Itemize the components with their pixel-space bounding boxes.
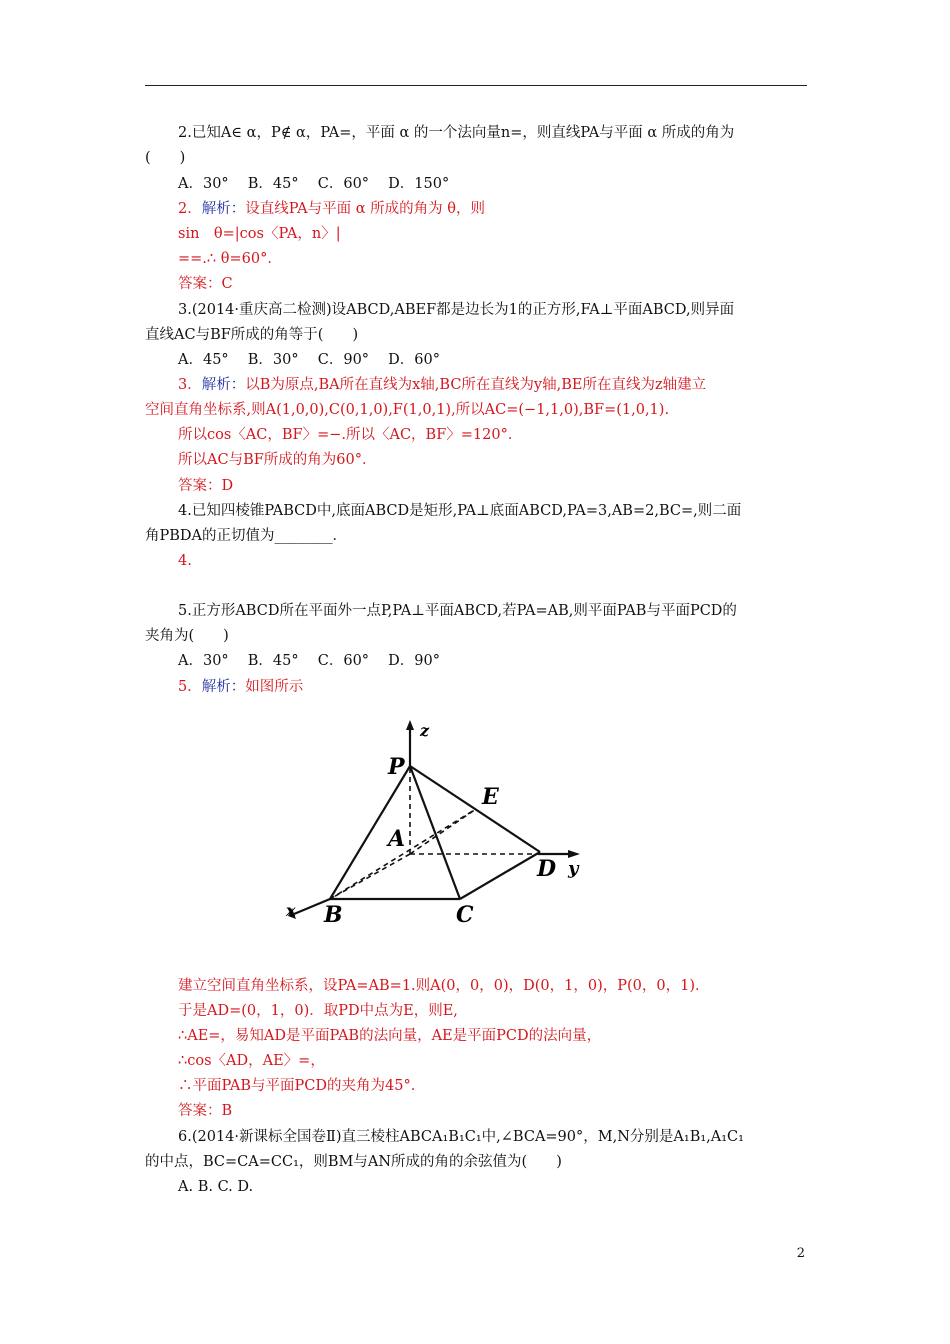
q2-stem-line1: 2.已知A∈ α，P∉ α，PA=，平面 α 的一个法向量n=，则直线PA与平面 α 所成的角为 xyxy=(178,125,735,141)
q3-answer: 答案：D xyxy=(178,478,234,494)
q2-choices: A．30° B．45° C．60° D．150° xyxy=(178,176,450,192)
q3-solution-line2: 空间直角坐标系,则A(1,0,0),C(0,1,0),F(1,0,1),所以AC=(−1,1,0),BF=(1,0,1). xyxy=(145,402,670,418)
q5-stem-line2: 夹角为( ) xyxy=(145,628,229,644)
label-D: D xyxy=(537,856,557,882)
label-P: P xyxy=(388,754,405,780)
q5-stem-line1: 5.正方形ABCD所在平面外一点P,PA⊥平面ABCD,若PA=AB,则平面PAB与平面PCD的 xyxy=(178,603,737,619)
label-A: A xyxy=(388,826,406,852)
q3-choices: A．45° B．30° C．90° D．60° xyxy=(178,352,440,368)
label-x: x xyxy=(286,901,296,920)
label-E: E xyxy=(482,784,499,810)
q3-solution-number: 3． xyxy=(178,377,202,393)
q5-solution-line4: ∴AE=，易知AD是平面PAB的法向量，AE是平面PCD的法向量， xyxy=(178,1028,602,1044)
edge-CD xyxy=(460,852,540,899)
q2-solution-number: 2． xyxy=(178,201,202,217)
q5-answer: 答案：B xyxy=(178,1103,233,1119)
segment-AE-dashed xyxy=(410,809,476,854)
q5-solution-line3: 于是AD=(0，1，0)．取PD中点为E，则E, xyxy=(178,1003,458,1019)
y-axis-arrow xyxy=(568,850,580,858)
page-number: 2 xyxy=(796,1246,805,1261)
q2-solution-line1: 2．解析：设直线PA与平面 α 所成的角为 θ，则 xyxy=(178,201,485,217)
q3-solution-line3: 所以cos〈AC，BF〉=−.所以〈AC，BF〉=120°． xyxy=(178,427,523,443)
q2-solution-line2: sin θ=|cos〈PA，n〉| xyxy=(178,226,341,242)
edge-PD xyxy=(410,766,540,852)
q5-solution-number: 5． xyxy=(178,679,202,695)
q3-solution-label: 解析： xyxy=(201,377,246,393)
label-y: y xyxy=(568,858,579,879)
q4-stem-line2: 角PBDA的正切值为________． xyxy=(145,528,348,544)
q4-stem-line1: 4.已知四棱锥PABCD中,底面ABCD是矩形,PA⊥底面ABCD,PA=3,AB=2,BC=,则二面 xyxy=(178,503,742,519)
pyramid-figure xyxy=(288,716,593,938)
q5-solution-line5: ∴cos〈AD，AE〉=， xyxy=(178,1053,325,1069)
q2-stem-line2: ( ) xyxy=(145,150,186,166)
q5-solution-line2: 建立空间直角坐标系，设PA=AB=1.则A(0，0，0)，D(0，1，0)，P(0，0，1)． xyxy=(178,978,710,994)
q5-solution-line6: ∴平面PAB与平面PCD的夹角为45°． xyxy=(178,1078,426,1094)
q5-solution-label: 解析： xyxy=(201,679,246,695)
q3-solution-line4: 所以AC与BF所成的角为60°． xyxy=(178,452,377,468)
q3-stem-line2: 直线AC与BF所成的角等于( ) xyxy=(145,327,359,343)
q6-stem-line1: 6.(2014·新课标全国卷Ⅱ)直三棱柱ABCA₁B₁C₁中,∠BCA=90°，M,N分别是A₁B₁,A₁C₁ xyxy=(178,1129,744,1145)
z-axis-arrow xyxy=(406,720,414,730)
edge-PC xyxy=(410,766,460,899)
q2-solution-line3: ==.∴ θ=60°． xyxy=(178,251,282,267)
header-rule xyxy=(145,85,807,86)
q3-stem-line1: 3.(2014·重庆高二检测)设ABCD,ABEF都是边长为1的正方形,FA⊥平面ABCD,则异面 xyxy=(178,302,735,318)
label-z: z xyxy=(420,721,430,740)
q3-solution-line1: 3．解析：以B为原点,BA所在直线为x轴,BC所在直线为y轴,BE所在直线为z轴建立 xyxy=(178,377,707,393)
label-B: B xyxy=(324,902,343,928)
label-C: C xyxy=(456,902,474,928)
q2-solution-label: 解析： xyxy=(201,201,246,217)
q4-solution-number: 4. xyxy=(178,553,192,569)
q6-stem-line2: 的中点，BC=CA=CC₁，则BM与AN所成的角的余弦值为( ) xyxy=(145,1154,562,1170)
q5-choices: A．30° B．45° C．60° D．90° xyxy=(178,653,440,669)
q2-answer: 答案：C xyxy=(178,276,233,292)
q6-choices: A. B. C. D. xyxy=(178,1179,254,1195)
q5-solution-line1: 5．解析：如图所示 xyxy=(178,679,304,695)
